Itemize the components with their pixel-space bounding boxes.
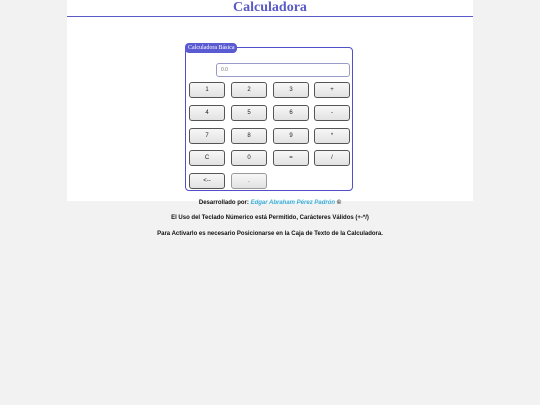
activation-note: Para Activarlo es necesario Posicionarse en la Caja de Texto de la Calculadora. <box>157 231 383 237</box>
key-plus-button[interactable]: + <box>314 82 350 98</box>
key-4-button[interactable]: 4 <box>189 105 225 121</box>
key-0-button[interactable]: 0 <box>231 150 267 166</box>
copyright-symbol: © <box>336 200 342 206</box>
calculator-display-input[interactable] <box>216 63 350 77</box>
main-panel <box>67 0 473 201</box>
key-minus-button[interactable]: - <box>314 105 350 121</box>
calculator-fieldset <box>185 47 353 191</box>
author-name: Edgar Abraham Pérez Padrón <box>250 200 336 206</box>
key-2-button[interactable]: 2 <box>231 82 267 98</box>
calculator-legend: Calculadora Básica <box>185 43 237 53</box>
key-multiply-button[interactable]: * <box>314 128 350 144</box>
key-5-button[interactable]: 5 <box>231 105 267 121</box>
credit-prefix: Desarrollado por: <box>198 200 249 206</box>
page-title: Calculadora <box>233 0 307 15</box>
keyboard-note: El Uso del Teclado Númerico está Permitido, Carácteres Válidos (+-*/) <box>171 215 369 221</box>
key-divide-button[interactable]: / <box>314 150 350 166</box>
key-7-button[interactable]: 7 <box>189 128 225 144</box>
key-3-button[interactable]: 3 <box>273 82 309 98</box>
key-8-button[interactable]: 8 <box>231 128 267 144</box>
credit-line <box>0 200 540 206</box>
key-equals-button[interactable]: = <box>273 150 309 166</box>
key-1-button[interactable]: 1 <box>189 82 225 98</box>
page-header <box>67 0 473 17</box>
key-backspace-button[interactable]: <-- <box>189 173 225 189</box>
key-9-button[interactable]: 9 <box>273 128 309 144</box>
key-decimal-button[interactable]: . <box>231 173 267 189</box>
key-clear-button[interactable]: C <box>189 150 225 166</box>
key-6-button[interactable]: 6 <box>273 105 309 121</box>
